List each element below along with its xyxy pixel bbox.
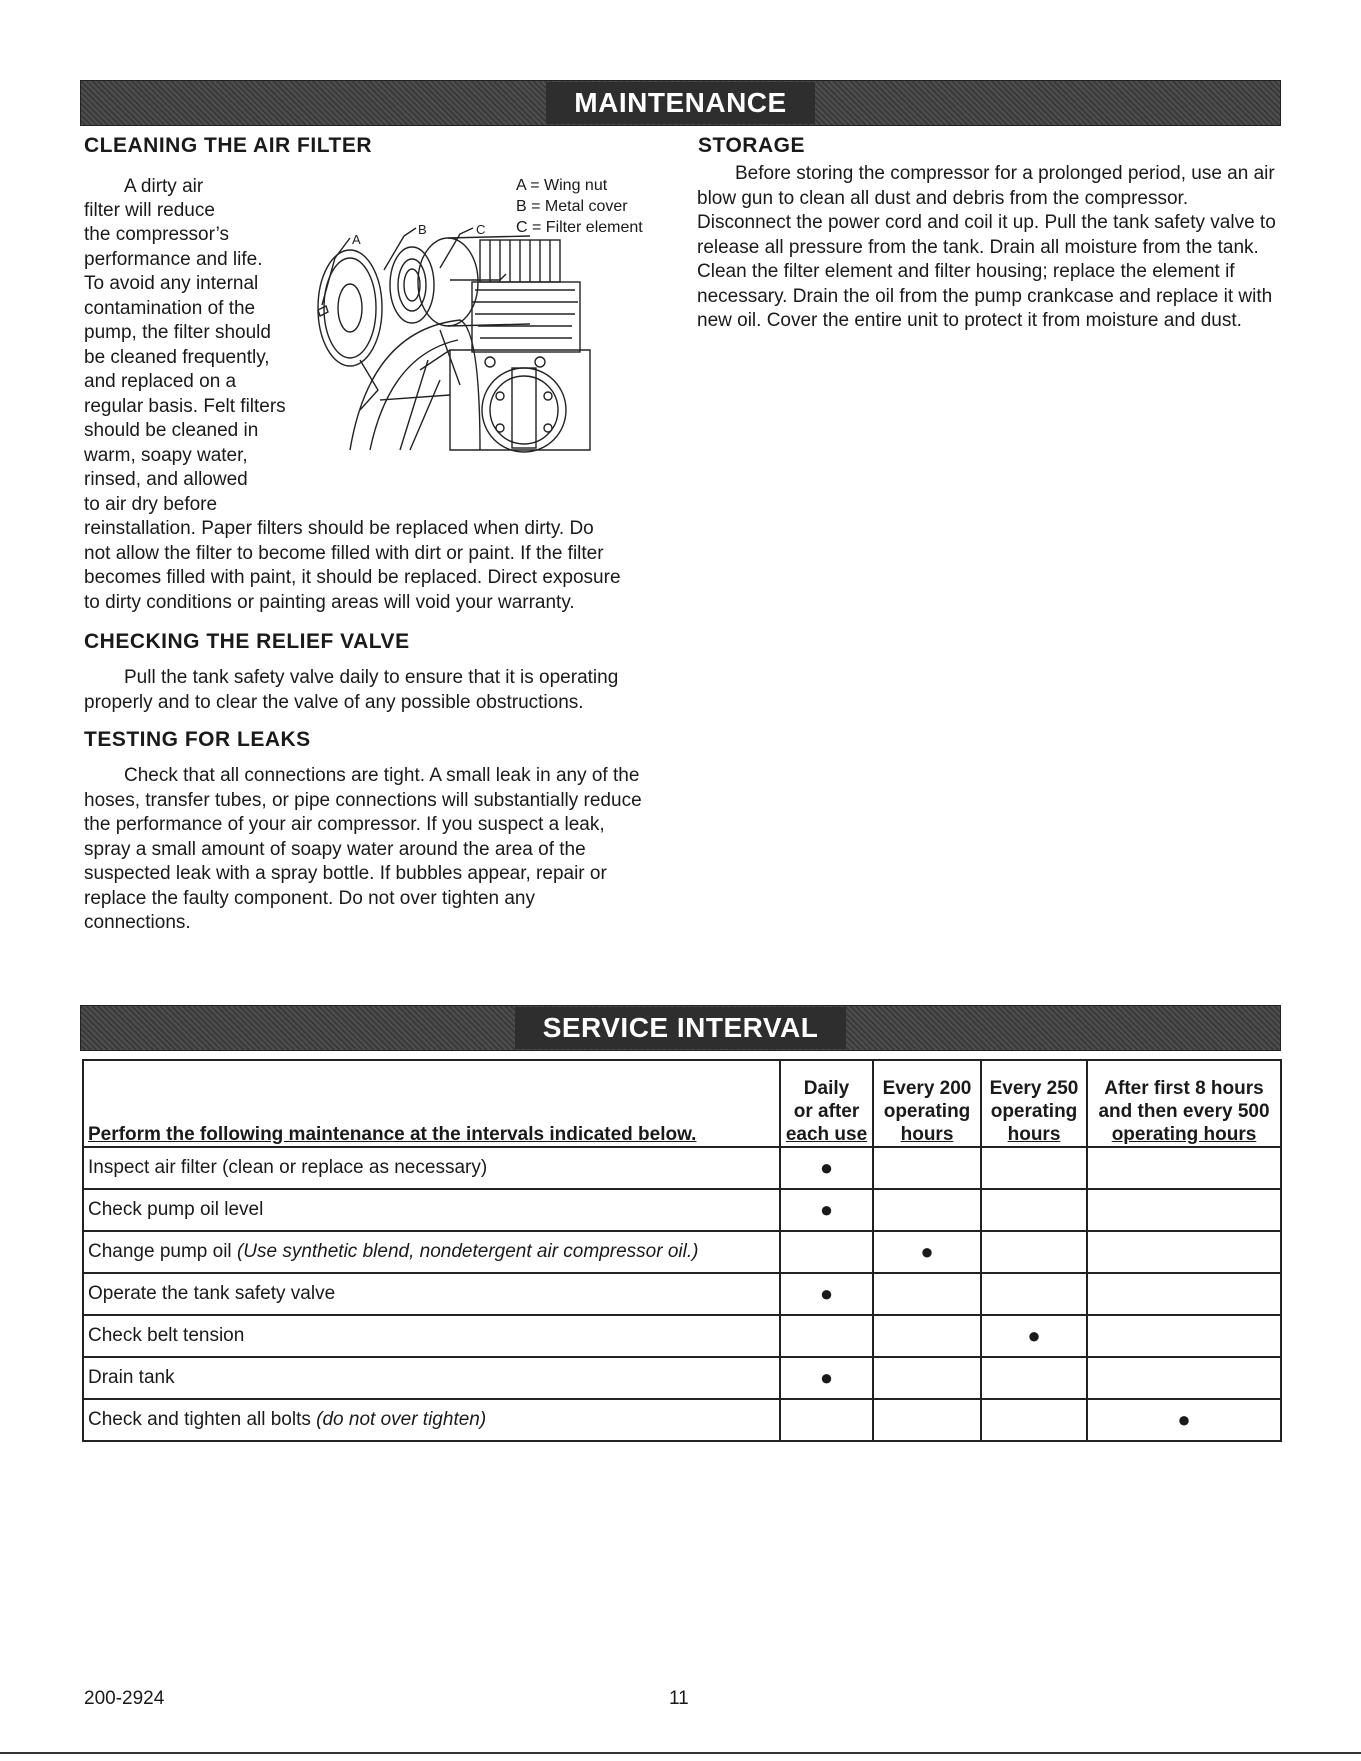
text-line: A dirty air [124, 176, 204, 197]
page-number: 11 [669, 1688, 689, 1709]
maintenance-banner [80, 80, 1281, 126]
interval-cell [873, 1189, 981, 1231]
service-interval-banner-title: SERVICE INTERVAL [515, 1007, 847, 1049]
task-cell [83, 1147, 780, 1189]
cleaning-air-filter-heading: CLEANING THE AIR FILTER [84, 134, 372, 157]
task-label: Change pump oil [88, 1241, 237, 1262]
text-line: warm, soapy water, [84, 445, 248, 466]
text-line: becomes filled with paint, it should be replaced. Direct exposure [84, 567, 621, 588]
every-250-column-header [981, 1060, 1087, 1147]
interval-cell [780, 1147, 873, 1189]
daily-column-header [780, 1060, 873, 1147]
task-label: Operate the tank safety valve [88, 1283, 336, 1304]
table-row [83, 1399, 1281, 1441]
text-line: the compressor’s [84, 224, 230, 245]
bottom-rule [0, 1752, 1361, 1754]
table-header-row [83, 1060, 1281, 1147]
interval-cell [780, 1315, 873, 1357]
interval-dot: ● [1177, 1407, 1191, 1432]
header-line: hours [900, 1124, 954, 1145]
header-line: or after [793, 1101, 860, 1122]
compressor-pump-diagram [300, 210, 650, 500]
interval-dot: ● [819, 1281, 834, 1306]
task-label: Check and tighten all bolts [88, 1409, 317, 1430]
interval-cell [873, 1357, 981, 1399]
header-line: operating [990, 1101, 1078, 1122]
task-label: Inspect air filter (clean or replace as necessary) [88, 1157, 488, 1178]
callout-c: C [476, 222, 486, 237]
maintenance-banner-title: MAINTENANCE [546, 82, 814, 124]
interval-cell [780, 1273, 873, 1315]
text-line: to air dry before [84, 494, 218, 515]
task-cell [83, 1399, 780, 1441]
text-line: filter will reduce [84, 200, 215, 221]
task-cell [83, 1189, 780, 1231]
callout-b: B [418, 222, 427, 237]
header-line: hours [1007, 1124, 1061, 1145]
text-line: regular basis. Felt filters [84, 396, 286, 417]
interval-dot: ● [819, 1197, 834, 1222]
interval-cell [873, 1315, 981, 1357]
header-line: each use [785, 1124, 868, 1145]
task-label: Drain tank [88, 1367, 175, 1388]
interval-cell [981, 1189, 1087, 1231]
text-line: and replaced on a [84, 371, 237, 392]
task-note: (do not over tighten) [316, 1409, 487, 1430]
task-cell [83, 1357, 780, 1399]
interval-cell [981, 1399, 1087, 1441]
interval-cell [981, 1147, 1087, 1189]
interval-cell [780, 1399, 873, 1441]
header-line: After first 8 hours [1104, 1078, 1264, 1099]
interval-cell [873, 1273, 981, 1315]
relief-valve-heading: CHECKING THE RELIEF VALVE [84, 630, 410, 653]
interval-cell [1087, 1231, 1281, 1273]
task-column-header [83, 1060, 780, 1147]
interval-dot: ● [819, 1365, 834, 1390]
legend-item-b: B = Metal cover [516, 198, 628, 215]
testing-leaks-heading: TESTING FOR LEAKS [84, 728, 311, 751]
table-row [83, 1315, 1281, 1357]
interval-cell [1087, 1189, 1281, 1231]
text-line: reinstallation. Paper filters should be replaced when dirty. Do [84, 518, 594, 539]
header-line: operating hours [1111, 1124, 1257, 1145]
task-cell [83, 1231, 780, 1273]
every-200-column-header [873, 1060, 981, 1147]
text-line: performance and life. [84, 249, 263, 270]
table-row [83, 1357, 1281, 1399]
interval-dot: ● [1027, 1323, 1041, 1348]
header-line: Daily [803, 1078, 850, 1099]
task-label: Check pump oil level [88, 1199, 264, 1220]
callout-a: A [352, 232, 361, 247]
interval-cell [1087, 1147, 1281, 1189]
interval-dot: ● [920, 1239, 934, 1264]
interval-cell [1087, 1273, 1281, 1315]
interval-cell [873, 1147, 981, 1189]
interval-cell [873, 1399, 981, 1441]
testing-leaks-text: Check that all connections are tight. A small leak in any of the hoses, transfer tubes, or pipe connections will substantially reduce the performance of your air compressor. If you suspect a leak, spray a small amount of soapy water around the area of the suspected leak with a spray bottle. If bubbles appear, repair or replace the faulty component. Do not over tighten any connections. [84, 765, 642, 933]
header-line: Every 250 [989, 1078, 1079, 1099]
interval-cell [780, 1189, 873, 1231]
header-line: Every 200 [882, 1078, 972, 1099]
interval-cell [981, 1357, 1087, 1399]
service-interval-banner [80, 1005, 1281, 1051]
service-interval-table [82, 1059, 1282, 1442]
text-line: contamination of the [84, 298, 256, 319]
interval-cell [981, 1315, 1087, 1357]
text-line: pump, the filter should [84, 322, 271, 343]
relief-valve-text: Pull the tank safety valve daily to ensure that it is operating properly and to clear the valve of any possible obstructions. [84, 667, 619, 713]
header-line: and then every 500 [1098, 1101, 1270, 1122]
table-row [83, 1231, 1281, 1273]
table-row [83, 1189, 1281, 1231]
legend-item-a: A = Wing nut [516, 177, 608, 194]
storage-text: Before storing the compressor for a prolonged period, use an air blow gun to clean all dust and debris from the compressor. Disconnect the power cord and coil it up. Pull the tank safety valve to release all pressure from the tank. Drain all moisture from the tank. Clean the filter element and filter housing; replace the element if necessary. Drain the oil from the pump crankcase and replace it with new oil. Cover the entire unit to protect it from moisture and dust. [697, 163, 1276, 331]
interval-dot: ● [819, 1155, 834, 1180]
table-row [83, 1273, 1281, 1315]
task-note: (Use synthetic blend, nondetergent air compressor oil.) [236, 1241, 699, 1262]
text-line: to dirty conditions or painting areas will void your warranty. [84, 592, 575, 613]
interval-cell [873, 1231, 981, 1273]
storage-heading: STORAGE [698, 134, 805, 157]
text-line: rinsed, and allowed [84, 469, 248, 490]
task-cell [83, 1273, 780, 1315]
task-cell [83, 1315, 780, 1357]
interval-cell [1087, 1315, 1281, 1357]
interval-cell [780, 1231, 873, 1273]
after-first-8-column-header [1087, 1060, 1281, 1147]
task-header-label: Perform the following maintenance at the intervals indicated below. [88, 1124, 697, 1145]
interval-cell [1087, 1357, 1281, 1399]
text-line: not allow the filter to become filled with dirt or paint. If the filter [84, 543, 604, 564]
text-line: be cleaned frequently, [84, 347, 270, 368]
table-row [83, 1147, 1281, 1189]
interval-cell [981, 1231, 1087, 1273]
part-number: 200-2924 [84, 1688, 165, 1709]
text-line: To avoid any internal [84, 273, 259, 294]
interval-cell [1087, 1399, 1281, 1441]
task-label: Check belt tension [88, 1325, 245, 1346]
interval-cell [981, 1273, 1087, 1315]
header-line: operating [883, 1101, 971, 1122]
interval-cell [780, 1357, 873, 1399]
text-line: should be cleaned in [84, 420, 259, 441]
legend-item-c: C = Filter element [516, 219, 643, 236]
